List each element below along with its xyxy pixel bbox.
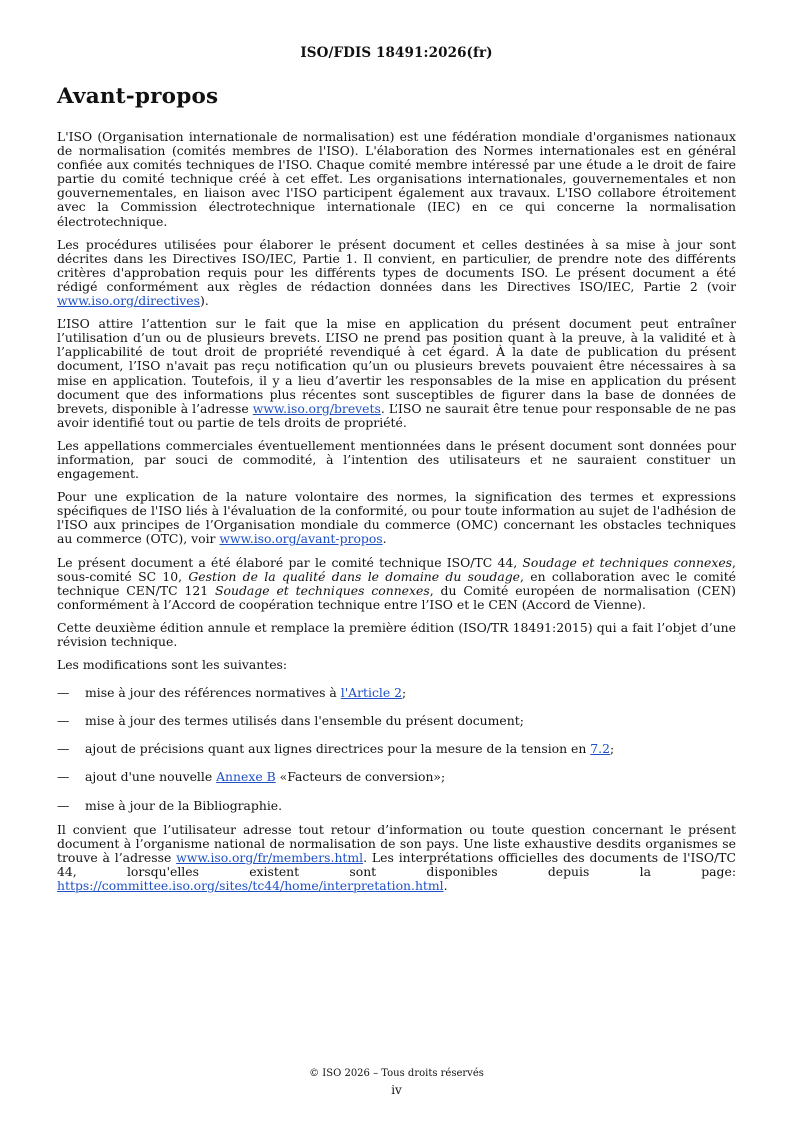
list-dash: — (57, 797, 70, 813)
list-text: «Facteurs de conversion»; (275, 769, 446, 785)
document-reference: ISO/FDIS 18491:2026(fr) (300, 45, 493, 61)
paragraph-patents (57, 317, 736, 430)
list-text: ; (610, 741, 615, 757)
list-dash: — (57, 769, 70, 785)
list-text: ; (402, 685, 407, 701)
list-item-text (85, 770, 736, 784)
list-item (57, 686, 736, 700)
paragraph-voluntary-nature (57, 490, 736, 546)
paragraph-edition: Cette deuxième édition annule et remplace la première édition (ISO/TR 18491:2015) qui a fait l’objet d’une révision technique. (57, 619, 736, 649)
list-item-text (85, 742, 736, 756)
paragraph-text: , en collaboration avec le comité technique CEN/TC 121 (57, 568, 737, 598)
subcommittee-title: Gestion de la qualité dans le domaine du soudage (188, 568, 521, 584)
paragraph-text: , sous-comité SC 10, (57, 554, 736, 584)
paragraph-text: , du Comité européen de normalisation (CEN) conformément à l’Accord de coopération technique entre l’ISO et le CEN (Accord de Vienne). (57, 582, 737, 612)
list-item (57, 770, 736, 784)
paragraph-feedback (57, 823, 736, 893)
paragraph-text: Il convient que l’utilisateur adresse tout retour d’information ou toute question concernant le présent document à l’organisme national de normalisation de son pays. Une liste exhaustive desdits organismes se trouve à l’adresse (57, 821, 736, 865)
members-link[interactable]: www.iso.org/fr/members.html (176, 849, 364, 865)
paragraph-text: . (443, 878, 448, 894)
patents-link[interactable]: www.iso.org/brevets (252, 400, 381, 416)
list-item-text (85, 686, 736, 700)
paragraph-iso-intro: L'ISO (Organisation internationale de normalisation) est une fédération mondiale d'organismes nationaux de normalisation (comités membres de l'ISO). L'élaboration des Normes internationales est en général confiée aux comités techniques de l'ISO. Chaque comité membre intéressé par une étude a le droit de faire partie du comité technique créé à cet effet. Les organisations internationales, gouvernementales et non gouvernementales, en liaison avec l'ISO participent également aux travaux. L'ISO collabore étroitement avec la Commission électrotechnique internationale (IEC) en ce qui concerne la normalisation électrotechnique. (57, 129, 736, 229)
list-dash: — (57, 741, 70, 757)
list-text: mise à jour des références normatives à (85, 685, 341, 701)
list-text: ajout de précisions quant aux lignes directrices pour la mesure de la tension en (85, 741, 591, 757)
page-footer (0, 1066, 793, 1098)
annex-b-link[interactable]: Annexe B (216, 769, 276, 785)
paragraph-text: . Les interprétations officielles des documents de l'ISO/TC 44, lorsqu'elles existent sont disponibles depuis la page: (57, 849, 736, 879)
paragraph-trade-names: Les appellations commerciales éventuellement mentionnées dans le présent document sont données pour information, par souci de commodité, à l’intention des utilisateurs et ne sauraient constituer un engagement. (57, 437, 736, 482)
list-item (57, 714, 736, 728)
paragraph-text: . L’ISO ne saurait être tenue pour responsable de ne pas avoir identifié tout ou partie de tels droits de propriété. (57, 400, 736, 430)
list-item (57, 799, 736, 813)
paragraph-text: Le présent document a été élaboré par le comité technique ISO/TC 44, (57, 554, 523, 570)
foreword-body (57, 130, 736, 902)
paragraph-text: ). (200, 293, 209, 309)
cen-committee-title: Soudage et techniques connexes (215, 582, 430, 598)
paragraph-text: Les procédures utilisées pour élaborer le présent document et celles destinées à sa mise à jour sont décrites dans les Directives ISO/IEC, Partie 1. Il convient, en particulier, de prendre note des différents critères d'approbation requis pour les différents types de documents ISO. Le présent document a été rédigé conformément aux règles de rédaction données dans les Directives ISO/IEC, Partie 2 (voir (57, 236, 736, 294)
page-number: iv (391, 1083, 402, 1097)
clause-7-2-link[interactable]: 7.2 (590, 741, 611, 757)
paragraph-text: . (382, 531, 387, 547)
paragraph-committee (57, 556, 736, 612)
paragraph-text: L’ISO attire l’attention sur le fait que la mise en application du présent document peut entraîner l’utilisation d’un ou de plusieurs brevets. L’ISO ne prend pas position quant à la preuve, à la validité et à l’applicabilité de tout droit de propriété revendiqué à cet égard. À la date de publication du présent document, l’ISO n'avait pas reçu notification qu’un ou plusieurs brevets pouvaient être nécessaires à sa mise en application. Toutefois, il y a lieu d’avertir les responsables de la mise en application du présent document que des informations plus récentes sont susceptibles de figurer dans la base de données de brevets, disponible à l’adresse (57, 316, 736, 416)
paragraph-changes-intro: Les modifications sont les suivantes: (57, 657, 288, 673)
list-item-text: mise à jour de la Bibliographie. (85, 797, 283, 813)
committee-title: Soudage et techniques connexes (522, 554, 733, 570)
list-dash: — (57, 685, 70, 701)
changes-list (57, 686, 736, 812)
directives-link[interactable]: www.iso.org/directives (57, 293, 200, 309)
list-dash: — (57, 713, 70, 729)
foreword-link[interactable]: www.iso.org/avant-propos (219, 531, 383, 547)
paragraph-procedures (57, 238, 736, 308)
article-2-link[interactable]: l'Article 2 (340, 685, 403, 701)
interpretation-link[interactable]: https://committee.iso.org/sites/tc44/home/interpretation.html (57, 878, 444, 894)
copyright-notice: © ISO 2026 – Tous droits réservés (309, 1068, 484, 1079)
list-text: ajout d'une nouvelle (85, 769, 217, 785)
list-item-text: mise à jour des termes utilisés dans l'ensemble du présent document; (85, 713, 524, 729)
paragraph-text: Pour une explication de la nature volontaire des normes, la signification des termes et expressions spécifiques de l'ISO liés à l'évaluation de la conformité, ou pour toute information au sujet de l'adhésion de l'ISO aux principes de l’Organisation mondiale du commerce (OMC) concernant les obstacles techniques au commerce (OTC), voir (57, 489, 736, 547)
list-item (57, 742, 736, 756)
page-title: Avant-propos (57, 84, 219, 109)
